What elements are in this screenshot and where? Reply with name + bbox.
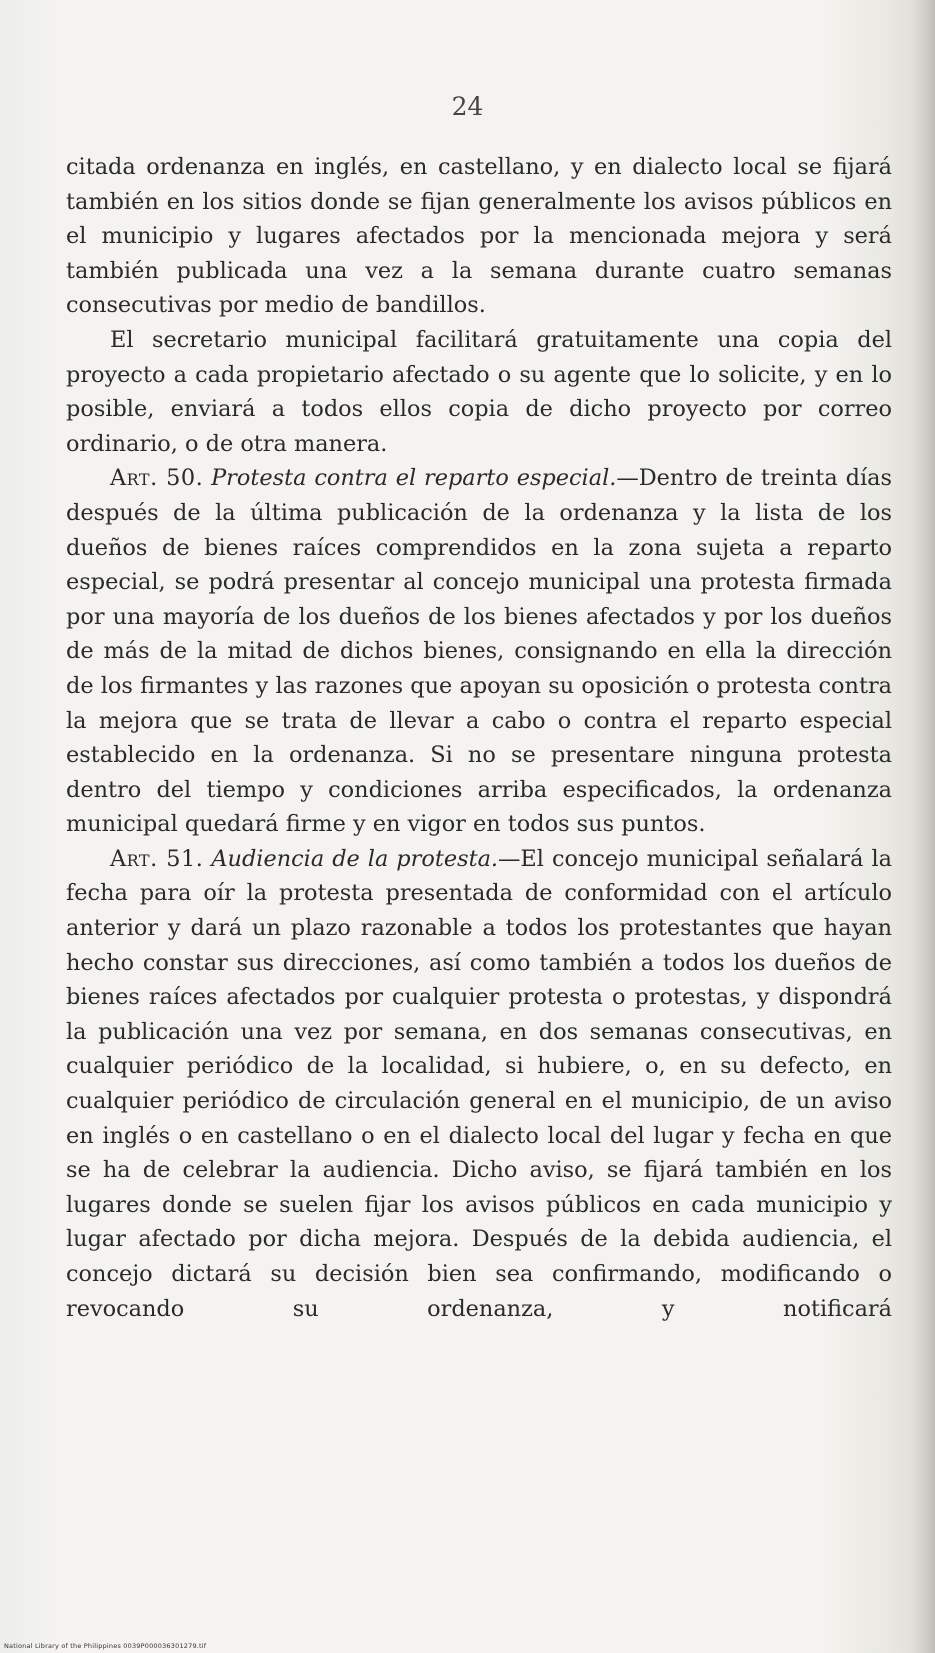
article-text: —El concejo municipal señalará la fecha para oír la protesta presentada de conformidad con el artículo anterior y dará un plazo razonable a todos los protestantes que hayan hecho constar sus direcciones, así como también a todos los dueños de bienes raíces afectados por cualquier protesta o protestas, y dispondrá la publicación una vez por semana, en dos semanas consecutivas, en cualquier periódico de la localidad, si hubiere, o, en su defecto, en cualquier periódico de circulación general en el municipio, de un aviso en inglés o en castellano o en el dialecto local del lugar y fecha en que se ha de celebrar la audiencia. Dicho aviso, se fijará también en los lugares donde se suelen fijar los avisos públicos en cada municipio y lugar afectado por dicha mejora. Después de la debida audiencia, el concejo dictará su decisión bien sea confirmando, modificando o revocando su ordenanza, y notificará xyxy=(66,845,892,1322)
article-title: Protesta contra el reparto especial. xyxy=(211,465,617,492)
body-text xyxy=(66,150,892,1326)
page-number: 24 xyxy=(451,92,484,121)
article-title: Audiencia de la protesta. xyxy=(211,845,499,872)
paragraph-secretario: El secretario municipal facilitará gratuitamente una copia del proyecto a cada propietario afectado o su agente que lo solicite, y en lo posible, enviará a todos ellos copia de dicho proyecto por correo ordinario, o de otra manera. xyxy=(66,326,892,457)
page-edge-shadow xyxy=(913,0,935,1653)
paragraph-continuation: citada ordenanza en inglés, en castellano, y en dialecto local se fijará también en los sitios donde se fijan generalmente los avisos públicos en el municipio y lugares afectados por la mencionada mejora y será también publicada una vez a la semana durante cuatro semanas consecutivas por medio de bandillos. xyxy=(66,154,892,319)
article-number: Art. 50. xyxy=(110,465,204,492)
article-number: Art. 51. xyxy=(110,845,204,872)
scan-footer: National Library of the Philippines 0039P000036301279.tif xyxy=(4,1642,207,1650)
article-text: —Dentro de treinta días después de la última publicación de la ordenanza y la lista de los dueños de bienes raíces comprendidos en la zona sujeta a reparto especial, se podrá presentar al concejo municipal una protesta firmada por una mayoría de los dueños de los bienes afectados y por los dueños de más de la mitad de dichos bienes, consignando en ella la dirección de los firmantes y las razones que apoyan su oposición o protesta contra la mejora que se trata de llevar a cabo o contra el reparto especial establecido en la ordenanza. Si no se presentare ninguna protesta dentro del tiempo y condiciones arriba especificados, la ordenanza municipal quedará firme y en vigor en todos sus puntos. xyxy=(66,465,892,838)
article-51 xyxy=(66,842,892,1326)
article-50 xyxy=(66,461,892,842)
